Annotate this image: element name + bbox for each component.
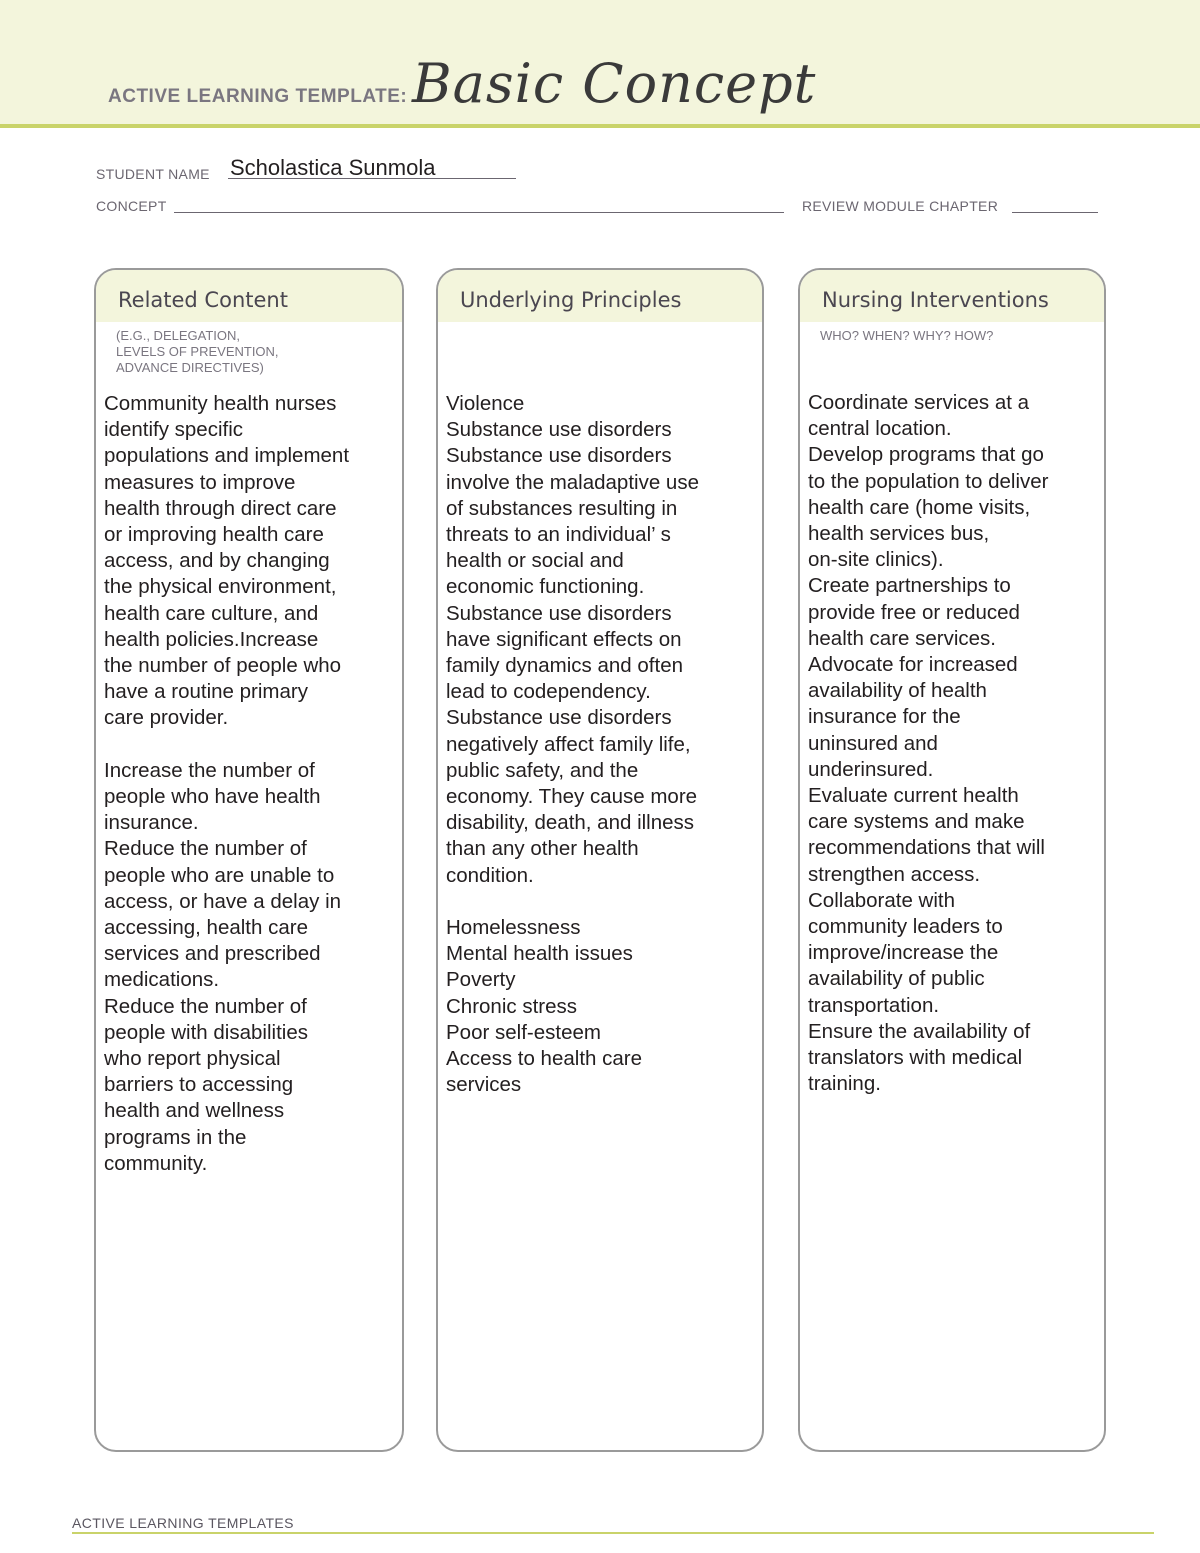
related-content-body[interactable]: Community health nurses identify specific populations and implement measures to improve health through direct care or improving health care access, and by changing the physical environment, health care culture, and health policies.Increase the number of people who have a routine primary care provider. Increase the number of people who have health insurance. Reduce the number of people who are unable to access, or have a delay in accessing, health care services and prescribed medications. Reduce the number of people with disabilities who report physical barriers to accessing health and wellness programs in the community. [104, 392, 350, 1175]
review-module-field[interactable] [1012, 212, 1098, 213]
header-divider [0, 124, 1200, 128]
related-content-subtitle: (E.G., DELEGATION, LEVELS OF PREVENTION, ADVANCE DIRECTIVES) [116, 328, 279, 375]
underlying-principles-body[interactable]: Violence Substance use disorders Substance use disorders involve the maladaptive use of substances resulting in threats to an individual’ s health or social and economic functioning. Substance use disorders have significant effects on family dynamics and often lead to codependency. Substance use disorders negatively affect family life, public safety, and the economy. They cause more disability, death, and illness than any other health condition. Homelessness Mental health issues Poverty Chronic stress Poor self-esteem Access to health care services [446, 392, 699, 1097]
student-name-label: STUDENT NAME [96, 166, 210, 182]
nursing-interventions-header [800, 270, 1104, 322]
related-content-card [94, 268, 404, 1452]
nursing-interventions-body[interactable]: Coordinate services at a central location. Develop programs that go to the population to deliver health care (home visits, health services bus, on-site clinics). Create partnerships to provide free or reduced health care services. Advocate for increased availability of health insurance for the uninsured and underinsured. Evaluate current health care systems and make recommendations that will strengthen access. Collaborate with community leaders to improve/increase the availability of public transportation. Ensure the availability of translators with medical training. [808, 391, 1049, 1096]
review-module-label: REVIEW MODULE CHAPTER [802, 198, 999, 214]
related-content-title: Related Content [118, 288, 288, 312]
template-label: ACTIVE LEARNING TEMPLATE: [108, 86, 408, 107]
concept-field[interactable] [174, 212, 784, 213]
nursing-interventions-title: Nursing Interventions [822, 288, 1049, 312]
student-name-value[interactable]: Scholastica Sunmola [230, 155, 436, 180]
underlying-principles-card [436, 268, 764, 1452]
nursing-interventions-card [798, 268, 1106, 1452]
concept-label: CONCEPT [96, 198, 167, 214]
related-content-header [96, 270, 402, 322]
nursing-interventions-subtitle: WHO? WHEN? WHY? HOW? [820, 328, 994, 343]
underlying-principles-title: Underlying Principles [460, 288, 682, 312]
footer-divider [72, 1532, 1154, 1534]
footer-label: ACTIVE LEARNING TEMPLATES [72, 1515, 294, 1531]
underlying-principles-header [438, 270, 762, 322]
template-title: Basic Concept [412, 52, 817, 115]
